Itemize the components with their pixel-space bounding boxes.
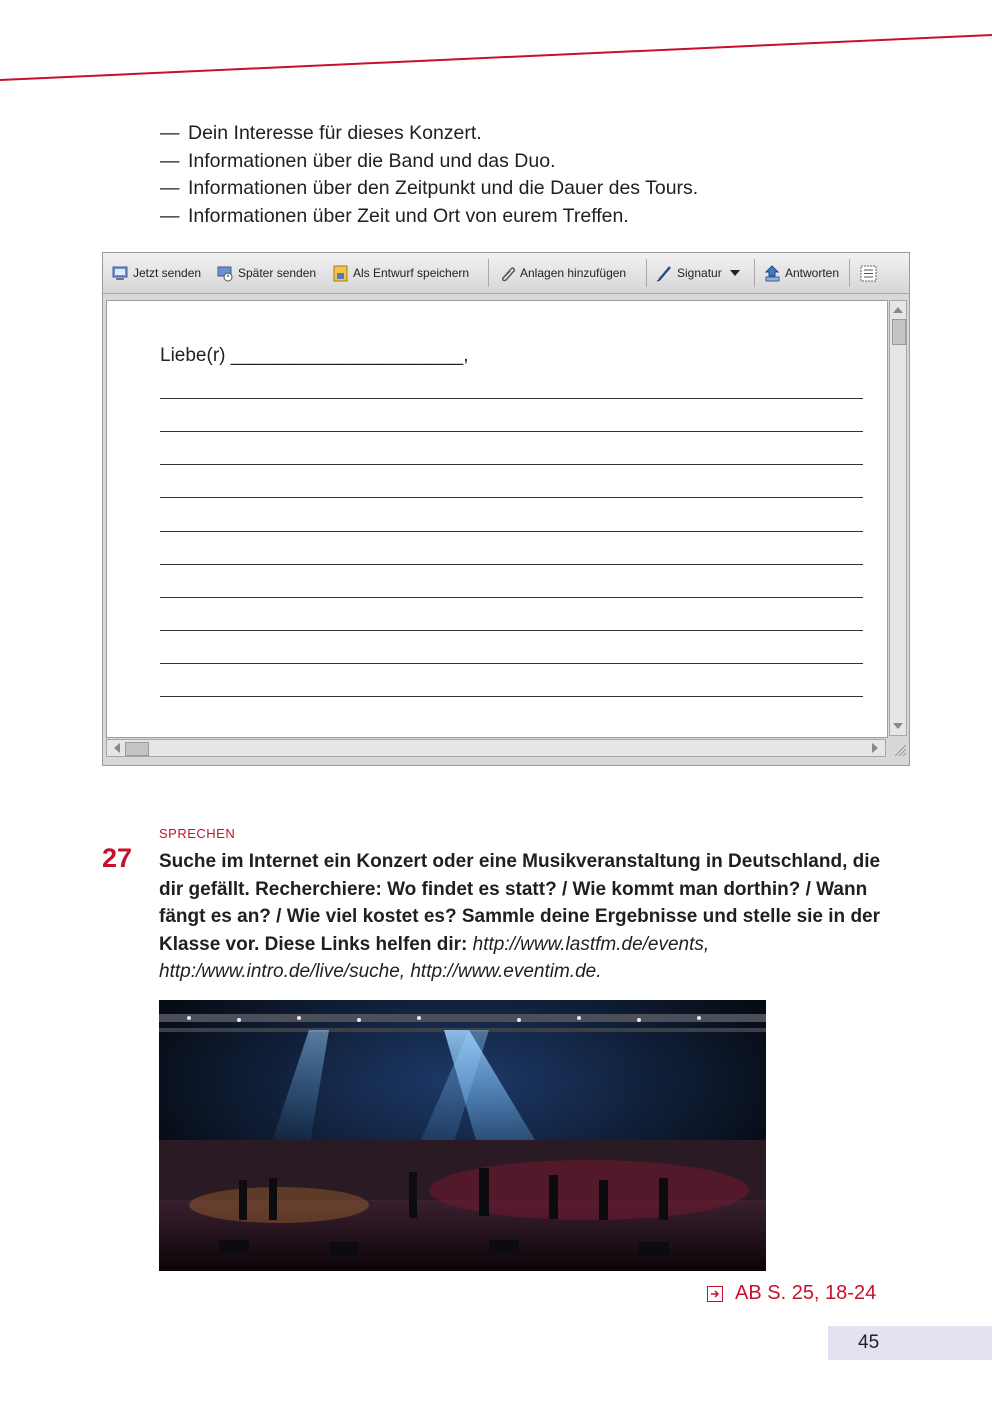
- workbook-reference[interactable]: [707, 1282, 876, 1305]
- page-number-tab: [828, 1326, 992, 1360]
- instruction-line: Suche im Internet ein Konzert oder eine Musikveranstaltung in Deutschland, die: [159, 851, 881, 872]
- dropdown-arrow-icon: [729, 269, 741, 277]
- link-lastfm[interactable]: http://www.lastfm.de/events,: [472, 933, 710, 955]
- writing-line: [160, 696, 863, 697]
- scroll-up-icon: [890, 303, 906, 317]
- list-options-icon: [860, 265, 877, 282]
- options-button[interactable]: [860, 262, 881, 284]
- reply-button[interactable]: Antworten: [764, 262, 839, 284]
- exercise-number: 27: [102, 843, 133, 873]
- scroll-thumb[interactable]: [125, 742, 149, 756]
- vertical-scrollbar[interactable]: [889, 300, 907, 736]
- send-now-icon: [112, 265, 129, 282]
- bullet-item: — Dein Interesse für dieses Konzert.: [160, 122, 482, 144]
- signature-button[interactable]: Signatur: [656, 262, 741, 284]
- email-toolbar: [103, 253, 909, 294]
- instruction-line: dir gefällt. Recherchiere: Wo findet es statt? / Wie kommt man dorthin? / Wann: [159, 878, 868, 900]
- toolbar-separator: [849, 259, 850, 287]
- link-intro-eventim[interactable]: http:/www.intro.de/live/suche, http://www.eventim.de.: [159, 961, 602, 982]
- writing-line: [160, 531, 863, 532]
- bullet-item: — Informationen über Zeit und Ort von eurem Treffen.: [160, 204, 629, 227]
- writing-line: [160, 398, 863, 399]
- writing-line: [160, 630, 863, 631]
- arrow-box-icon: [707, 1286, 723, 1302]
- email-body-area[interactable]: [106, 300, 888, 738]
- scroll-right-icon: [868, 740, 882, 756]
- attach-button[interactable]: Anlagen hinzufügen: [499, 262, 626, 284]
- writing-line: [160, 497, 863, 498]
- red-header-line: [0, 0, 992, 90]
- bullet-item: — Informationen über die Band und das Duo.: [160, 149, 556, 172]
- send-later-button[interactable]: Später senden: [217, 262, 316, 284]
- instruction-line: fängt es an? / Wie viel kostet es? Sammle deine Ergebnisse und stelle sie in der: [159, 906, 881, 927]
- bullet-item: — Informationen über den Zeitpunkt und die Dauer des Tours.: [160, 177, 699, 199]
- pen-icon: [656, 265, 673, 282]
- instruction-line: Klasse vor. Diese Links helfen dir: http://www.lastfm.de/events,: [159, 933, 710, 955]
- toolbar-separator: [646, 259, 647, 287]
- writing-line: [160, 564, 863, 565]
- scroll-thumb[interactable]: [892, 319, 906, 345]
- page-number: 45: [858, 1332, 880, 1353]
- resize-grip-icon[interactable]: [891, 741, 907, 757]
- toolbar-separator: [754, 259, 755, 287]
- email-compose-window: [102, 252, 910, 766]
- save-draft-icon: [332, 265, 349, 282]
- save-draft-button[interactable]: Als Entwurf speichern: [332, 262, 469, 284]
- reply-icon: [764, 265, 781, 282]
- writing-line: [160, 663, 863, 664]
- concert-stage-photo: [159, 1000, 766, 1271]
- writing-line: [160, 431, 863, 432]
- writing-line: [160, 597, 863, 598]
- instruction-line: [159, 958, 899, 986]
- paperclip-icon: [499, 265, 516, 282]
- writing-line: [160, 464, 863, 465]
- bullet-list: [160, 120, 698, 230]
- scroll-down-icon: [890, 719, 906, 733]
- section-label: SPRECHEN: [159, 826, 236, 841]
- toolbar-separator: [488, 259, 489, 287]
- workbook-reference-text: AB S. 25, 18-24: [735, 1282, 877, 1304]
- scroll-left-icon: [110, 740, 124, 756]
- exercise-instructions: [159, 848, 899, 986]
- send-later-icon: [217, 265, 234, 282]
- horizontal-scrollbar[interactable]: [106, 739, 886, 757]
- send-now-button[interactable]: Jetzt senden: [112, 262, 201, 284]
- greeting-line: Liebe(r) ______________________,: [160, 345, 469, 366]
